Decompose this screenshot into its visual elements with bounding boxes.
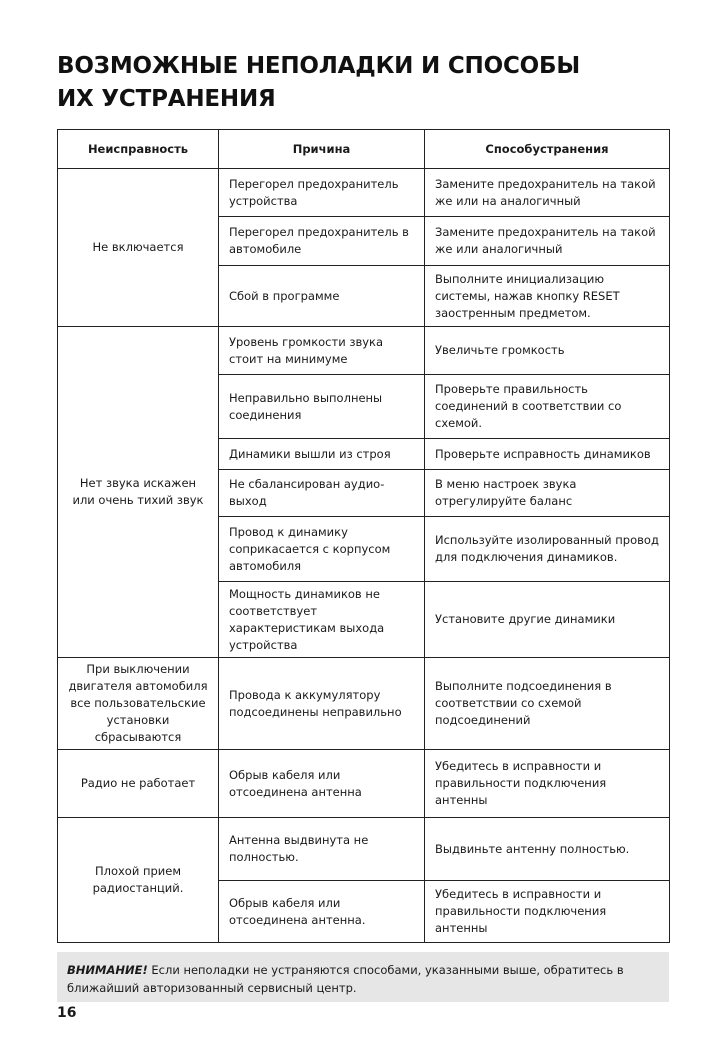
fix-cell: Установите другие динамики <box>425 582 670 658</box>
cause-cell: Динамики вышли из строя <box>219 439 425 470</box>
fault-cell: Радио не работает <box>58 750 219 818</box>
page-title-line-1: ВОЗМОЖНЫЕ НЕПОЛАДКИ И СПОСОБЫ <box>57 53 580 79</box>
fault-cell: Не включается <box>58 169 219 327</box>
table-row <box>58 169 670 217</box>
page-title <box>57 50 677 116</box>
warning-text: Если неполадки не устраняются способами, указанными выше, обратитесь в ближайший авторизованный сервисный центр. <box>67 963 624 995</box>
fix-cell: Выдвиньте антенну полностью. <box>425 818 670 881</box>
cause-cell: Обрыв кабеля или отсоединена антенна. <box>219 881 425 943</box>
fix-cell: В меню настроек звука отрегулируйте баланс <box>425 470 670 517</box>
table-row <box>58 658 670 750</box>
fault-cell: Плохой прием радиостанций. <box>58 818 219 943</box>
fix-cell: Замените предохранитель на такой же или на аналогичный <box>425 169 670 217</box>
page-title-line-2: ИХ УСТРАНЕНИЯ <box>57 86 276 112</box>
fix-cell: Выполните инициализацию системы, нажав кнопку RESET заостренным предметом. <box>425 266 670 327</box>
cause-cell: Перегорел предохранитель в автомобиле <box>219 217 425 266</box>
cause-cell: Антенна выдвинута не полностью. <box>219 818 425 881</box>
cause-cell: Уровень громкости звука стоит на минимуме <box>219 327 425 375</box>
cause-cell: Провода к аккумулятору подсоединены неправильно <box>219 658 425 750</box>
table-row <box>58 818 670 881</box>
cause-cell: Мощность динамиков не соответствует характеристикам выхода устройства <box>219 582 425 658</box>
header-cause: Причина <box>219 130 425 169</box>
troubleshooting-table-container <box>57 129 669 943</box>
page-number: 16 <box>57 1005 77 1021</box>
fix-cell: Увеличьте громкость <box>425 327 670 375</box>
fix-cell: Замените предохранитель на такой же или аналогичный <box>425 217 670 266</box>
table-header-row <box>58 130 670 169</box>
cause-cell: Обрыв кабеля или отсоединена антенна <box>219 750 425 818</box>
fault-cell: Нет звука искажен или очень тихий звук <box>58 327 219 658</box>
cause-cell: Перегорел предохранитель устройства <box>219 169 425 217</box>
fix-cell: Выполните подсоединения в соответствии со схемой подсоединений <box>425 658 670 750</box>
header-fault: Неисправность <box>58 130 219 169</box>
fix-cell: Проверьте исправность динамиков <box>425 439 670 470</box>
warning-note <box>57 952 669 1002</box>
fix-cell: Проверьте правильность соединений в соответствии со схемой. <box>425 375 670 439</box>
cause-cell: Не сбалансирован аудио-выход <box>219 470 425 517</box>
table-row <box>58 750 670 818</box>
fault-cell: При выключении двигателя автомобиля все пользовательские установки сбрасываются <box>58 658 219 750</box>
header-fix: Способустранения <box>425 130 670 169</box>
cause-cell: Сбой в программе <box>219 266 425 327</box>
cause-cell: Провод к динамику соприкасается с корпусом автомобиля <box>219 517 425 582</box>
fix-cell: Убедитесь в исправности и правильности подключения антенны <box>425 881 670 943</box>
warning-label: ВНИМАНИЕ! <box>67 963 148 977</box>
cause-cell: Неправильно выполнены соединения <box>219 375 425 439</box>
fix-cell: Убедитесь в исправности и правильности подключения антенны <box>425 750 670 818</box>
fix-cell: Используйте изолированный провод для подключения динамиков. <box>425 517 670 582</box>
table-row <box>58 327 670 375</box>
troubleshooting-table <box>57 129 670 943</box>
